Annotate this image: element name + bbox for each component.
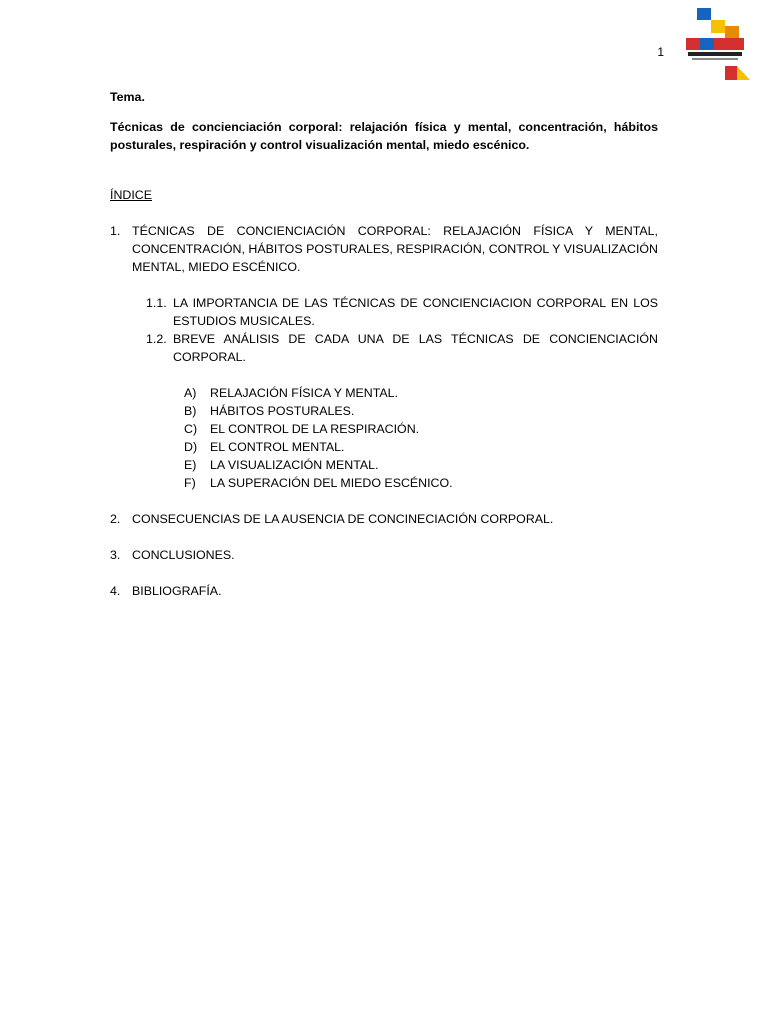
- letter-item-marker: A): [184, 386, 197, 400]
- index-item-number: 2.: [110, 512, 121, 526]
- index-item: [110, 510, 658, 528]
- letter-item-marker: F): [184, 476, 196, 490]
- index-subitem: [146, 294, 658, 330]
- index-item: [110, 222, 658, 276]
- index-subitem-number: 1.1.: [146, 296, 167, 310]
- index-item-text: CONSECUENCIAS DE LA AUSENCIA DE CONCINECIACIÓN CORPORAL.: [132, 512, 554, 526]
- letter-item-marker: E): [184, 458, 197, 472]
- topic-description: Técnicas de concienciación corporal: relajación física y mental, concentración, hábitos posturales, respiración y control visualización mental, miedo escénico.: [110, 120, 658, 152]
- letter-item: [184, 474, 658, 492]
- index-item-text: BIBLIOGRAFÍA.: [132, 584, 222, 598]
- index-item-number: 4.: [110, 584, 121, 598]
- letter-item: [184, 384, 658, 402]
- letter-list: [110, 384, 658, 492]
- institute-logo-graphic: [684, 8, 752, 82]
- letter-item-text: RELAJACIÓN FÍSICA Y MENTAL.: [210, 386, 398, 400]
- index-item-text: CONCLUSIONES.: [132, 548, 235, 562]
- letter-item-marker: D): [184, 440, 198, 454]
- letter-item-text: EL CONTROL MENTAL.: [210, 440, 345, 454]
- letter-item: [184, 402, 658, 420]
- index-item-text: TÉCNICAS DE CONCIENCIACIÓN CORPORAL: RELAJACIÓN FÍSICA Y MENTAL, CONCENTRACIÓN, HÁBITOS POSTURALES, RESPIRACIÓN, CONTROL Y VISUALIZACIÓN MENTAL, MIEDO ESCÉNICO.: [132, 224, 658, 274]
- index-subitem-text: BREVE ANÁLISIS DE CADA UNA DE LAS TÉCNICAS DE CONCIENCIACIÓN CORPORAL.: [173, 332, 658, 364]
- index-item-number: 3.: [110, 548, 121, 562]
- tema-label: Tema.: [110, 90, 145, 104]
- index-subitem-text: LA IMPORTANCIA DE LAS TÉCNICAS DE CONCIENCIACION CORPORAL EN LOS ESTUDIOS MUSICALES.: [173, 296, 658, 328]
- letter-item-marker: B): [184, 404, 197, 418]
- letter-item: [184, 456, 658, 474]
- letter-item: [184, 420, 658, 438]
- index-item-number: 1.: [110, 224, 121, 238]
- index-subitem: [146, 330, 658, 366]
- index-item: [110, 546, 658, 564]
- index-title: ÍNDICE: [110, 188, 152, 202]
- subitem-list: [110, 294, 658, 366]
- index-item: [110, 582, 658, 600]
- institute-logo: [684, 8, 752, 82]
- letter-item-marker: C): [184, 422, 198, 436]
- letter-item-text: LA SUPERACIÓN DEL MIEDO ESCÉNICO.: [210, 476, 453, 490]
- letter-item-text: EL CONTROL DE LA RESPIRACIÓN.: [210, 422, 420, 436]
- letter-item-text: LA VISUALIZACIÓN MENTAL.: [210, 458, 379, 472]
- index-subitem-number: 1.2.: [146, 332, 167, 346]
- document-body: [110, 88, 658, 600]
- letter-item: [184, 438, 658, 456]
- letter-item-text: HÁBITOS POSTURALES.: [210, 404, 355, 418]
- page-number: 1: [657, 45, 664, 59]
